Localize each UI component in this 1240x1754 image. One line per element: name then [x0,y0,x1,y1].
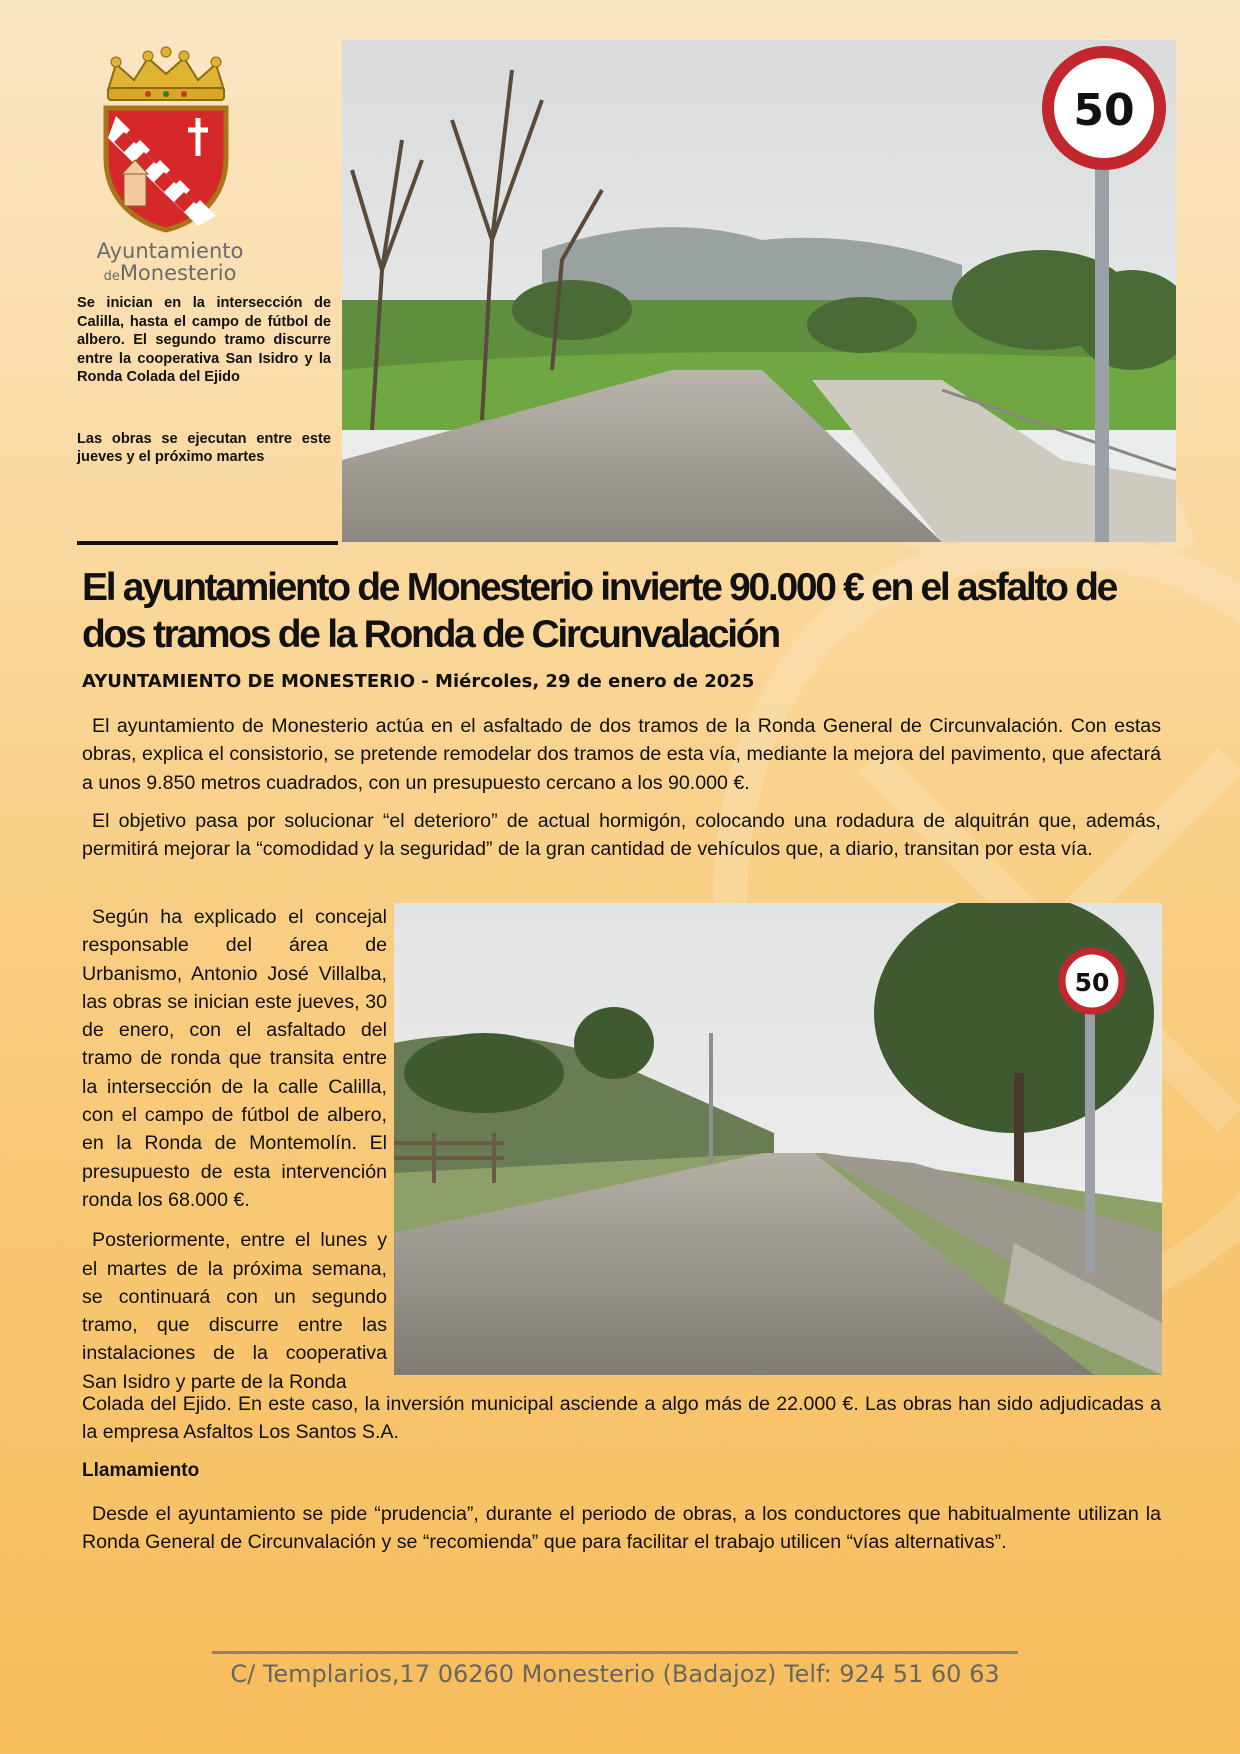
speed-limit-sign-top: 50 [1073,85,1135,136]
article-body-closing [82,1500,1161,1557]
logo-caption [80,240,260,288]
side-summary [77,294,331,510]
side-note-1: Se inician en la intersección de Calilla, hasta el campo de fútbol de albero. El segundo tramo discurre entre la cooperativa San Isidro y la Ronda Colada del Ejido [77,295,331,385]
section-heading: Llamamiento [82,1460,200,1481]
paragraph-3: Según ha explicado el concejal responsable del área de Urbanismo, Antonio José Villalba, las obras se inician este jueves, 30 de enero, con el asfaltado del tramo de ronda que transita entre la intersección de la calle Calilla, con el campo de fútbol de albero, en la Ronda de Montemolín. El presupuesto de esta intervención ronda los 68.000 €. [82,906,387,1211]
side-divider [77,541,338,545]
closing-paragraph: Desde el ayuntamiento se pide “prudencia”, durante el periodo de obras, a los conductores que habitualmente utilizan la Ronda General de Circunvalación y se “recomienda” que para facilitar el trabajo utilicen “vías alternativas”. [82,1503,1161,1554]
paragraph-4: Posteriormente, entre el lunes y el martes de la próxima semana, se continuará con un segundo tramo, que discurre entre las instalaciones de la cooperativa San Isidro y parte de la Ronda [82,1229,387,1393]
article-body-continuation [82,1390,1161,1447]
side-note-2: Las obras se ejecutan entre este jueves y el próximo martes [77,430,331,465]
logo-caption-line1: Ayuntamiento [96,239,244,263]
logo-caption-prefix: de [103,269,120,284]
paragraph-5: Colada del Ejido. En este caso, la inversión municipal asciende a algo más de 22.000 €. Las obras han sido adjudicadas a la empresa Asfaltos Los Santos S.A. [82,1393,1161,1444]
footer-address: C/ Templarios,17 06260 Monesterio (Badajoz) Telf: 924 51 60 63 [230,1660,1000,1688]
article-headline: El ayuntamiento de Monesterio invierte 90.000 € en el asfalto de dos tramos de la Ronda de Circunvalación [82,566,1117,656]
article-body-intro [82,712,1161,873]
logo-caption-line2 [80,262,260,288]
article-byline: AYUNTAMIENTO DE MONESTERIO - Miércoles, 29 de enero de 2025 [82,671,755,692]
paragraph-1: El ayuntamiento de Monesterio actúa en el asfaltado de dos tramos de la Ronda General de Circunvalación. Con estas obras, explica el consistorio, se pretende remodelar dos tramos de esta vía, mediante la mejora del pavimento, que afectará a unos 9.850 metros cuadrados, con un presupuesto cercano a los 90.000 €. [82,715,1161,794]
municipal-logo [86,46,246,236]
road-photo-top [342,40,1176,542]
article-body-column [82,903,387,1408]
road-photo-bottom [394,903,1162,1375]
coat-of-arms-icon [86,46,246,236]
speed-limit-sign-bottom: 50 [1074,968,1110,997]
logo-caption-name: Monesterio [119,261,237,285]
paragraph-2: El objetivo pasa por solucionar “el deterioro” de actual hormigón, colocando una rodadura de alquitrán que, además, permitirá mejorar la “comodidad y la seguridad” de la gran cantidad de vehículos que, a diario, transitan por esta vía. [82,809,1161,861]
footer-divider [212,1651,1018,1654]
